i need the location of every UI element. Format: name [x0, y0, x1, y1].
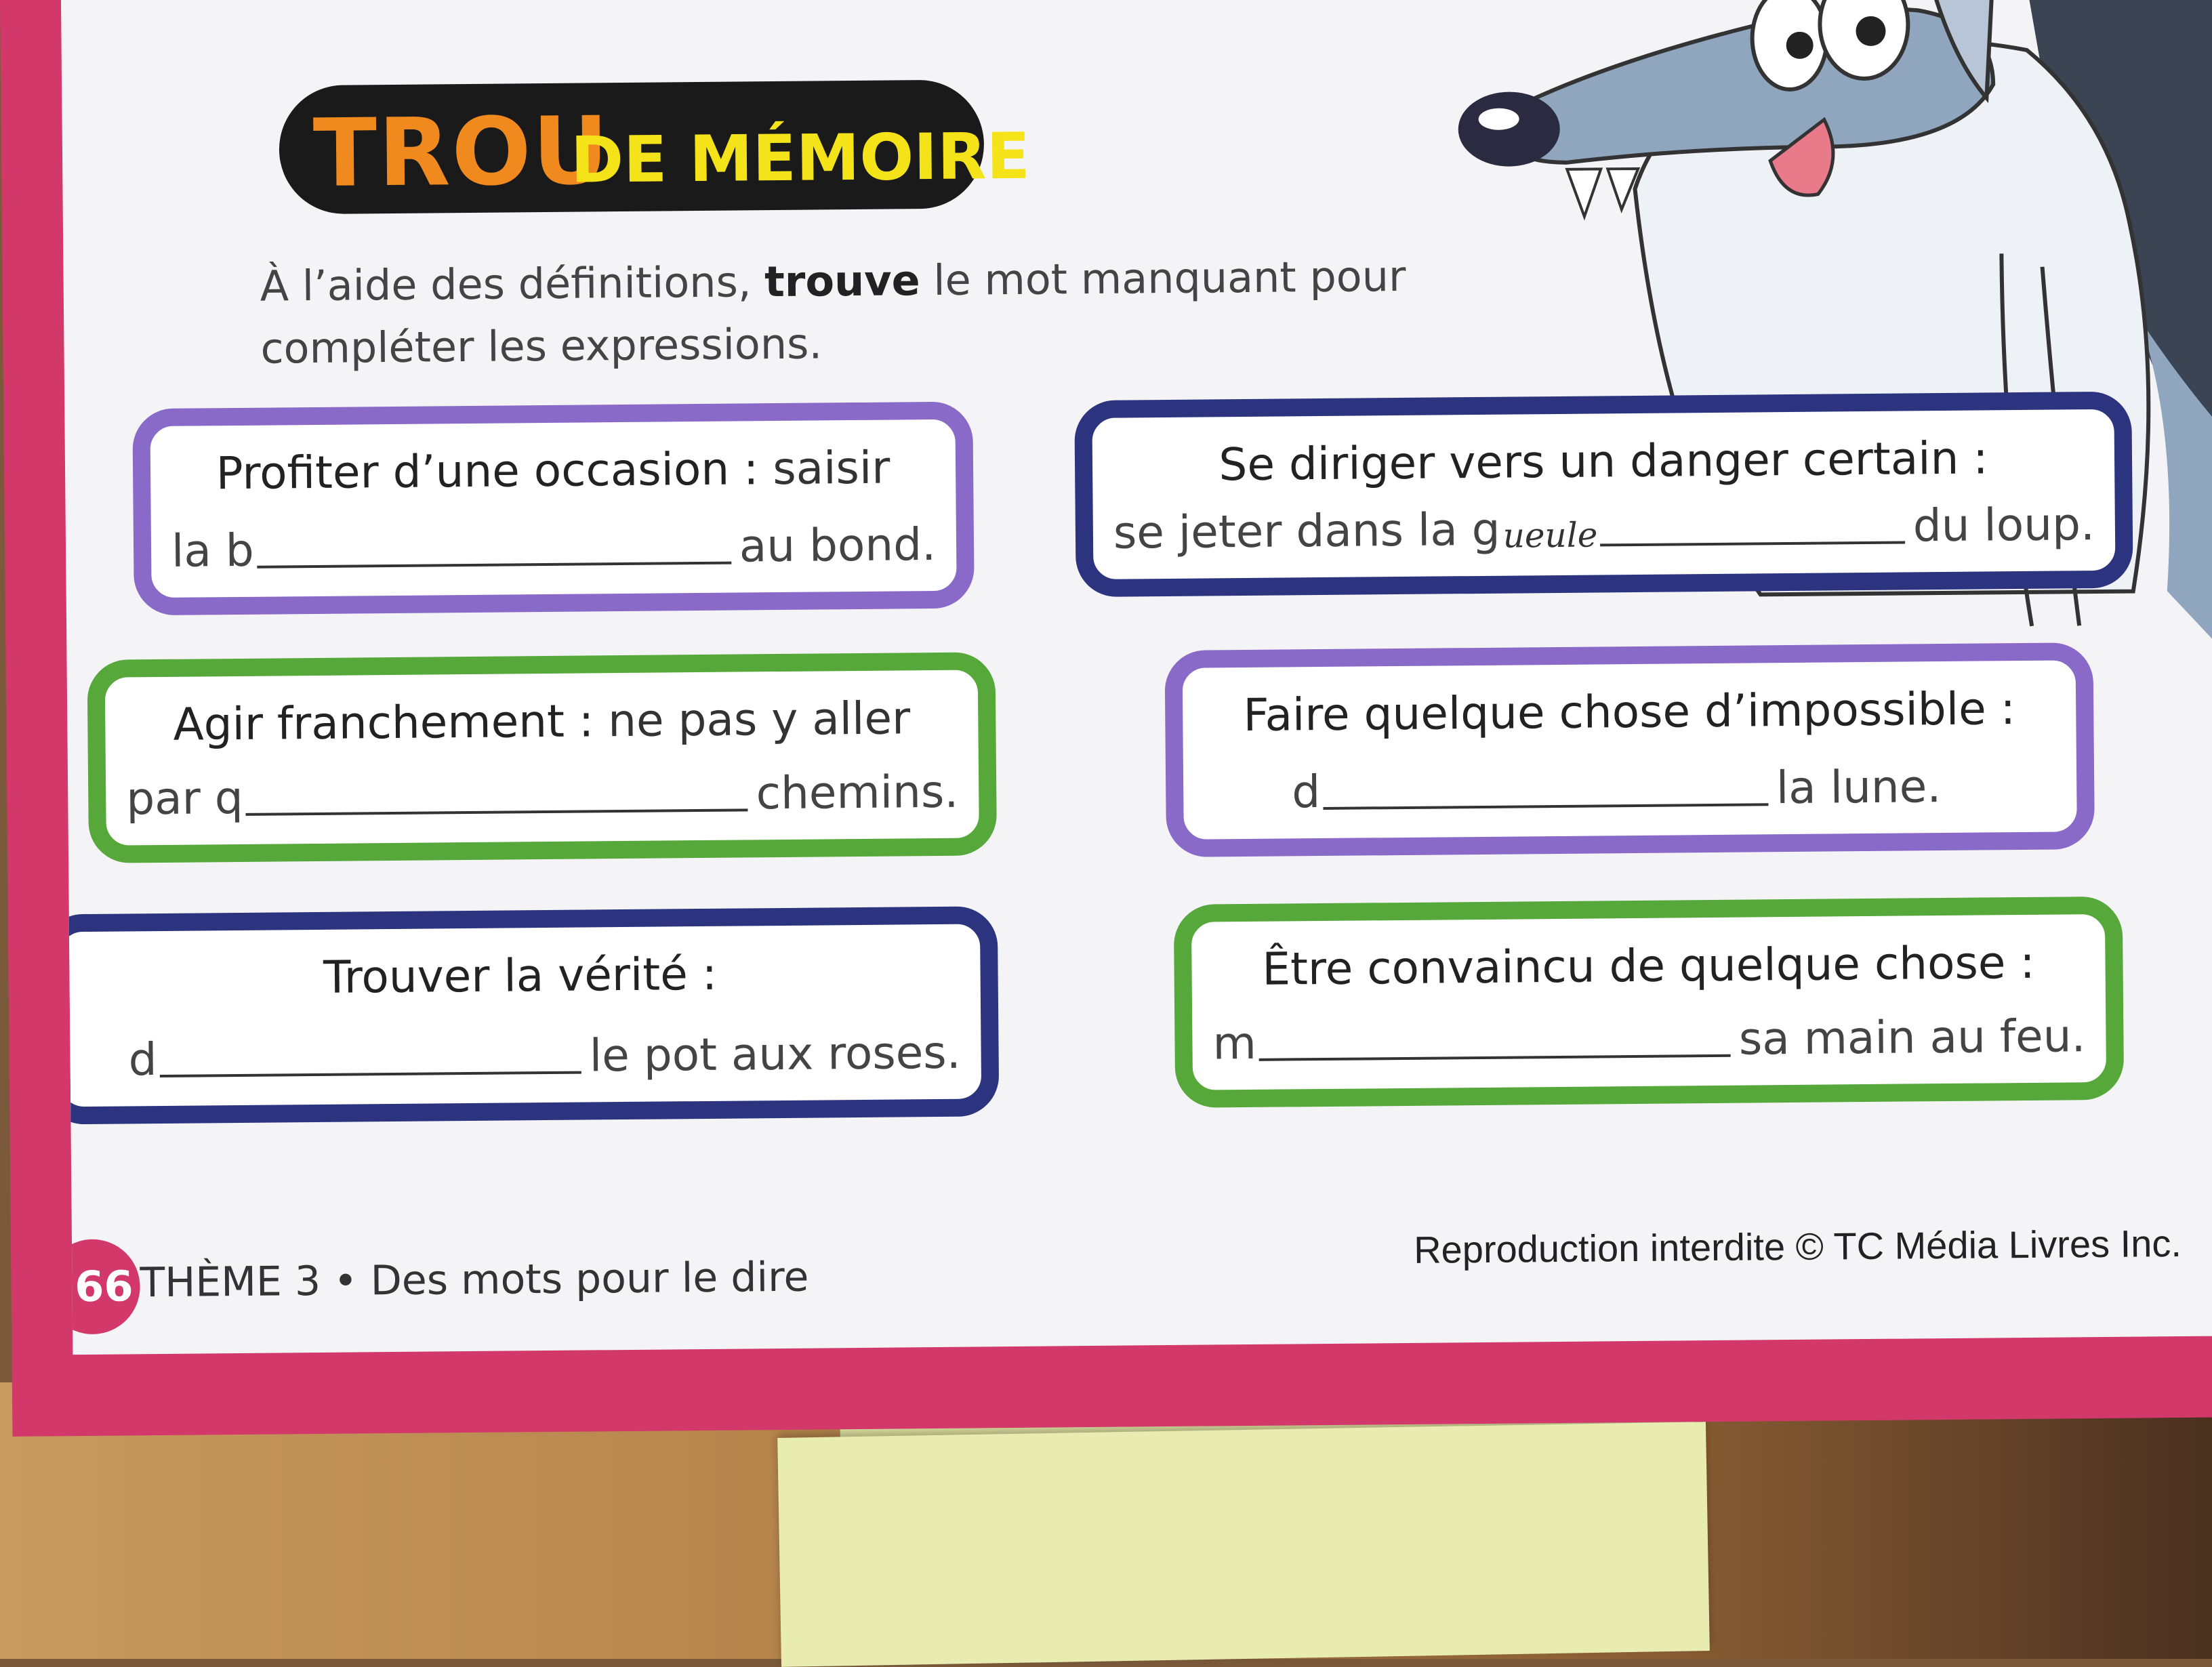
definition-label: Faire quelque chose d’impossible :	[1243, 682, 2016, 742]
answer-suffix: chemins.	[756, 765, 959, 820]
answer-suffix: le pot aux roses.	[589, 1026, 961, 1082]
answer-prefix: d	[1291, 766, 1321, 819]
expression-card-1	[132, 401, 975, 615]
footer-theme: THÈME 3 • Des mots pour le dire	[140, 1253, 809, 1307]
expression-card-5	[61, 906, 999, 1124]
card-answer-line	[126, 766, 959, 825]
answer-prefix: m	[1212, 1016, 1257, 1070]
answer-prefix: d	[128, 1033, 157, 1086]
answer-prefix: la b	[171, 524, 255, 577]
card-answer-line	[1113, 498, 2095, 559]
answer-blank[interactable]	[246, 802, 748, 815]
wolf-illustration	[1281, 0, 2212, 734]
answer-suffix: sa main au feu.	[1738, 1010, 2086, 1065]
footer-copyright: Reproduction interdite © TC Média Livres Inc.	[1413, 1221, 2182, 1271]
answer-suffix: la lune.	[1776, 760, 1942, 815]
card-answer-line	[128, 1027, 961, 1086]
title-main: TROU	[312, 96, 611, 208]
expression-card-6	[1174, 897, 2125, 1108]
answer-suffix: au bond.	[739, 518, 937, 573]
instructions-text-2: le mot manquant pour compléter les expressions.	[260, 251, 1406, 373]
expression-card-3	[87, 652, 998, 863]
card-answer-line	[171, 518, 937, 577]
instructions-bold: trouve	[764, 255, 920, 307]
card-definition	[61, 945, 981, 1006]
card-definition	[150, 441, 956, 500]
card-definition	[1191, 936, 2106, 996]
card-definition	[1092, 431, 2115, 492]
expression-card-2	[1074, 392, 2133, 598]
answer-prefix: par q	[125, 771, 243, 825]
answer-blank[interactable]	[1323, 796, 1768, 810]
title-sub: DE MÉMOIRE	[570, 119, 1031, 198]
card-definition	[105, 691, 979, 751]
expression-start: saisir	[758, 441, 890, 495]
page-paper	[61, 0, 2212, 1355]
instructions	[260, 245, 1413, 380]
expression-start: ne pas y aller	[593, 692, 911, 747]
sticky-note	[777, 1422, 1710, 1667]
definition-label: Se diriger vers un danger certain :	[1218, 432, 1988, 491]
answer-blank[interactable]	[257, 555, 731, 569]
definition-label: Trouver la vérité :	[323, 947, 718, 1004]
page-number: 66	[61, 1239, 140, 1334]
card-answer-line	[1292, 760, 1942, 818]
instructions-text-1: À l’aide des définitions,	[260, 257, 765, 311]
expression-card-4	[1164, 642, 2095, 857]
definition-label: Profiter d’une occasion :	[216, 443, 759, 500]
answer-prefix: se jeter dans la g	[1113, 503, 1500, 559]
answer-blank[interactable]	[1259, 1048, 1731, 1061]
card-answer-line	[1212, 1010, 2086, 1069]
definition-label: Être convaincu de quelque chose :	[1262, 936, 2035, 995]
definition-label: Agir franchement :	[173, 695, 594, 751]
card-definition	[1183, 682, 2076, 741]
answer-blank[interactable]	[1600, 535, 1905, 547]
answer-suffix: du loup.	[1912, 498, 2095, 552]
handwritten-answer: ueule	[1502, 515, 1598, 556]
answer-blank[interactable]	[160, 1065, 581, 1077]
